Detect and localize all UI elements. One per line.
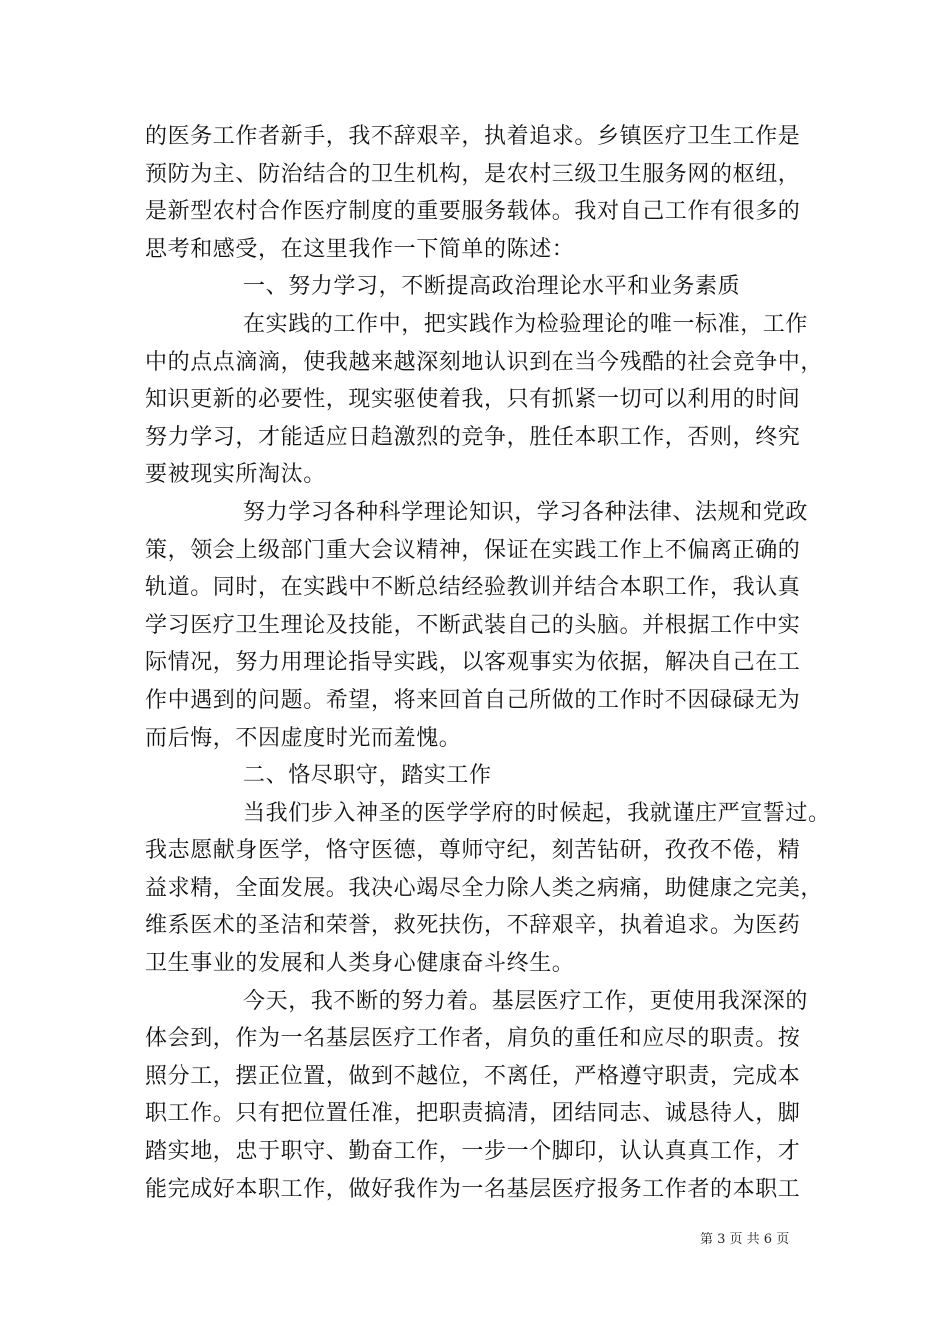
text-line: 照分工，摆正位置，做到不越位，不离任，严格遵守职责，完成本 <box>145 1063 801 1089</box>
text-line: 努力学习各种科学理论知识，学习各种法律、法规和党政 <box>243 499 809 525</box>
text-line: 际情况，努力用理论指导实践，以客观事实为依据，解决自己在工 <box>145 650 801 676</box>
text-line: 卫生事业的发展和人类身心健康奋斗终生。 <box>145 951 575 977</box>
text-line: 轨道。同时，在实践中不断总结经验教训并结合本职工作，我认真 <box>145 575 801 601</box>
text-line: 维系医术的圣洁和荣誉，救死扶伤，不辞艰辛，执着追求。为医药 <box>145 913 801 939</box>
text-line: 而后悔，不因虚度时光而羞愧。 <box>145 725 462 751</box>
document-body <box>145 118 831 1208</box>
text-line: 在实践的工作中，把实践作为检验理论的唯一标准，工作 <box>243 311 809 337</box>
text-line: 是新型农村合作医疗制度的重要服务载体。我对自己工作有很多的 <box>145 199 801 225</box>
text-line: 能完成好本职工作，做好我作为一名基层医疗报务工作者的本职工 <box>145 1176 801 1202</box>
text-line: 中的点点滴滴，使我越来越深刻地认识到在当今残酷的社会竞争中， <box>145 349 824 375</box>
text-line: 作中遇到的问题。希望，将来回首自己所做的工作时不因碌碌无为 <box>145 687 801 713</box>
text-line: 体会到，作为一名基层医疗工作者，肩负的重任和应尽的职责。按 <box>145 1026 801 1052</box>
text-line: 职工作。只有把位置任准，把职责搞清，团结同志、诚恳待人，脚 <box>145 1101 801 1127</box>
text-line: 思考和感受，在这里我作一下简单的陈述： <box>145 236 575 262</box>
text-line: 的医务工作者新手，我不辞艰辛，执着追求。乡镇医疗卫生工作是 <box>145 124 801 149</box>
text-line: 一、努力学习，不断提高政治理论水平和业务素质 <box>243 274 741 300</box>
text-line: 努力学习，才能适应日趋激烈的竞争，胜任本职工作，否则，终究 <box>145 424 801 450</box>
text-line: 今天，我不断的努力着。基层医疗工作，更使用我深深的 <box>243 988 809 1014</box>
text-line: 策，领会上级部门重大会议精神，保证在实践工作上不偏离正确的 <box>145 537 801 563</box>
text-line: 我志愿献身医学，恪守医德，尊师守纪，刻苦钻研，孜孜不倦，精 <box>145 838 801 864</box>
text-line: 当我们步入神圣的医学学府的时候起，我就谨庄严宣誓过。 <box>243 800 831 826</box>
text-line: 学习医疗卫生理论及技能，不断武装自己的头脑。并根据工作中实 <box>145 612 801 638</box>
text-line: 二、恪尽职守，踏实工作 <box>243 763 492 789</box>
text-line: 知识更新的必要性，现实驱使着我，只有抓紧一切可以利用的时间 <box>145 387 801 413</box>
text-line: 益求精，全面发展。我决心竭尽全力除人类之病痛，助健康之完美， <box>145 875 824 901</box>
text-line: 踏实地，忠于职守、勤奋工作，一步一个脚印，认认真真工作，才 <box>145 1139 801 1165</box>
text-line: 预防为主、防治结合的卫生机构，是农村三级卫生服务网的枢纽， <box>145 161 801 187</box>
text-line: 要被现实所淘汰。 <box>145 462 326 488</box>
page-number: 第 3 页 共 6 页 <box>700 1232 790 1247</box>
